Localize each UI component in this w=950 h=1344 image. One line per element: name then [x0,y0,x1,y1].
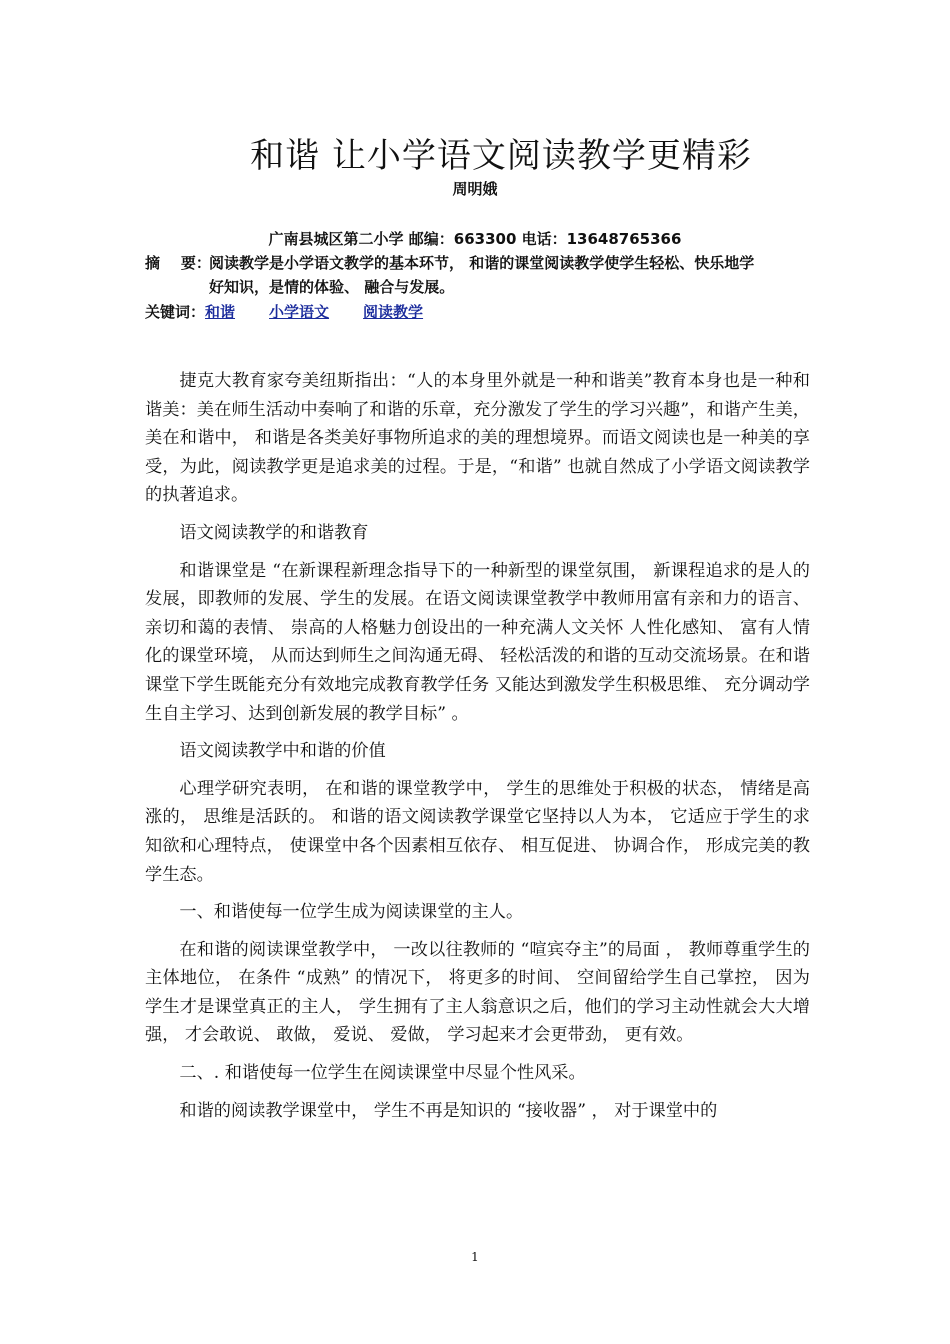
section-heading: 语文阅读教学的和谐教育 [179,522,369,543]
keyword-link-yuedu-jiaoxue[interactable]: 阅读教学 [363,303,424,321]
abstract-line-2: 好知识，是情的体验、 融合与发展。 [209,278,455,296]
abstract-label: 摘 要： [145,254,211,272]
article-body [145,367,810,1134]
keyword-link-hexie[interactable]: 和谐 [205,303,236,321]
author-name: 周明娥 [452,180,498,198]
body-paragraph: 和谐的阅读教学课堂中， 学生不再是知识的 “接收器” ， 对于课堂中的 [179,1100,718,1121]
page-title: 和谐 让小学语文阅读教学更精彩 [250,136,752,176]
section-heading: 二、. 和谐使每一位学生在阅读课堂中尽显个性风采。 [179,1063,586,1084]
keyword-link-xiaoxue-yuwen[interactable]: 小学语文 [269,303,330,321]
keywords-label: 关键词： [145,303,206,321]
section-heading: 语文阅读教学中和谐的价值 [179,741,386,762]
abstract-line-1: 阅读教学是小学语文教学的基本环节， 和谐的课堂阅读教学使学生轻松、快乐地学 [209,254,755,272]
keywords [145,300,457,324]
body-paragraph: 捷克大教育家夸美纽斯指出：“人的本身里外就是一种和谐美”教育本身也是一种和谐美：美在师生活动中奏响了和谐的乐章，充分激发了学生的学习兴趣”，和谐产生美，美在和谐中， 和谐是各类美好事物所追求的美的理想境界。而语文阅读也是一种美的享受，为此，阅读教学更是追求美的过程。于是，“和谐” 也就自然成了小学语文阅读教学的执著追求。 [145,371,810,506]
page-number: 1 [471,1250,479,1264]
body-paragraph: 和谐课堂是 “在新课程新理念指导下的一种新型的课堂氛围， 新课程追求的是人的发展，即教师的发展、学生的发展。在语文阅读课堂教学中教师用富有亲和力的语言、 亲切和蔼的表情、 崇高的人格魅力创设出的一种充满人文关怀 人性化感知、 富有人情化的课堂环境， 从而达到师生之间沟通无碍、 轻松活泼的和谐的互动交流场景。在和谐课堂下学生既能充分有效地完成教育教学任务 又能达到激发学生积极思维、 充分调动学生自主学习、达到创新发展的教学目标” 。 [145,560,810,724]
body-paragraph: 心理学研究表明， 在和谐的课堂教学中， 学生的思维处于积极的状态， 情绪是高涨的， 思维是活跃的。 和谐的语文阅读教学课堂它坚持以人为本， 它适应于学生的求知欲和心理特点， 使课堂中各个因素相互依存、 相互促进、 协调合作， 形成完美的教学生态。 [145,778,810,885]
abstract-indent [145,275,209,299]
section-heading: 一、和谐使每一位学生成为阅读课堂的主人。 [179,902,524,923]
abstract [145,251,815,299]
body-paragraph: 在和谐的阅读课堂教学中， 一改以往教师的 “喧宾夺主”的局面 ， 教师尊重学生的主体地位， 在条件 “成熟” 的情况下， 将更多的时间、 空间留给学生自己掌控， 因为学生才是课堂真正的主人， 学生拥有了主人翁意识之后，他们的学习主动性就会大大增强， 才会敢说、 敢做， 爱说、 爱做， 学习起来才会更带劲， 更有效。 [145,939,810,1046]
author-affiliation: 广南县城区第二小学 邮编：663300 电话：13648765366 [268,230,682,248]
